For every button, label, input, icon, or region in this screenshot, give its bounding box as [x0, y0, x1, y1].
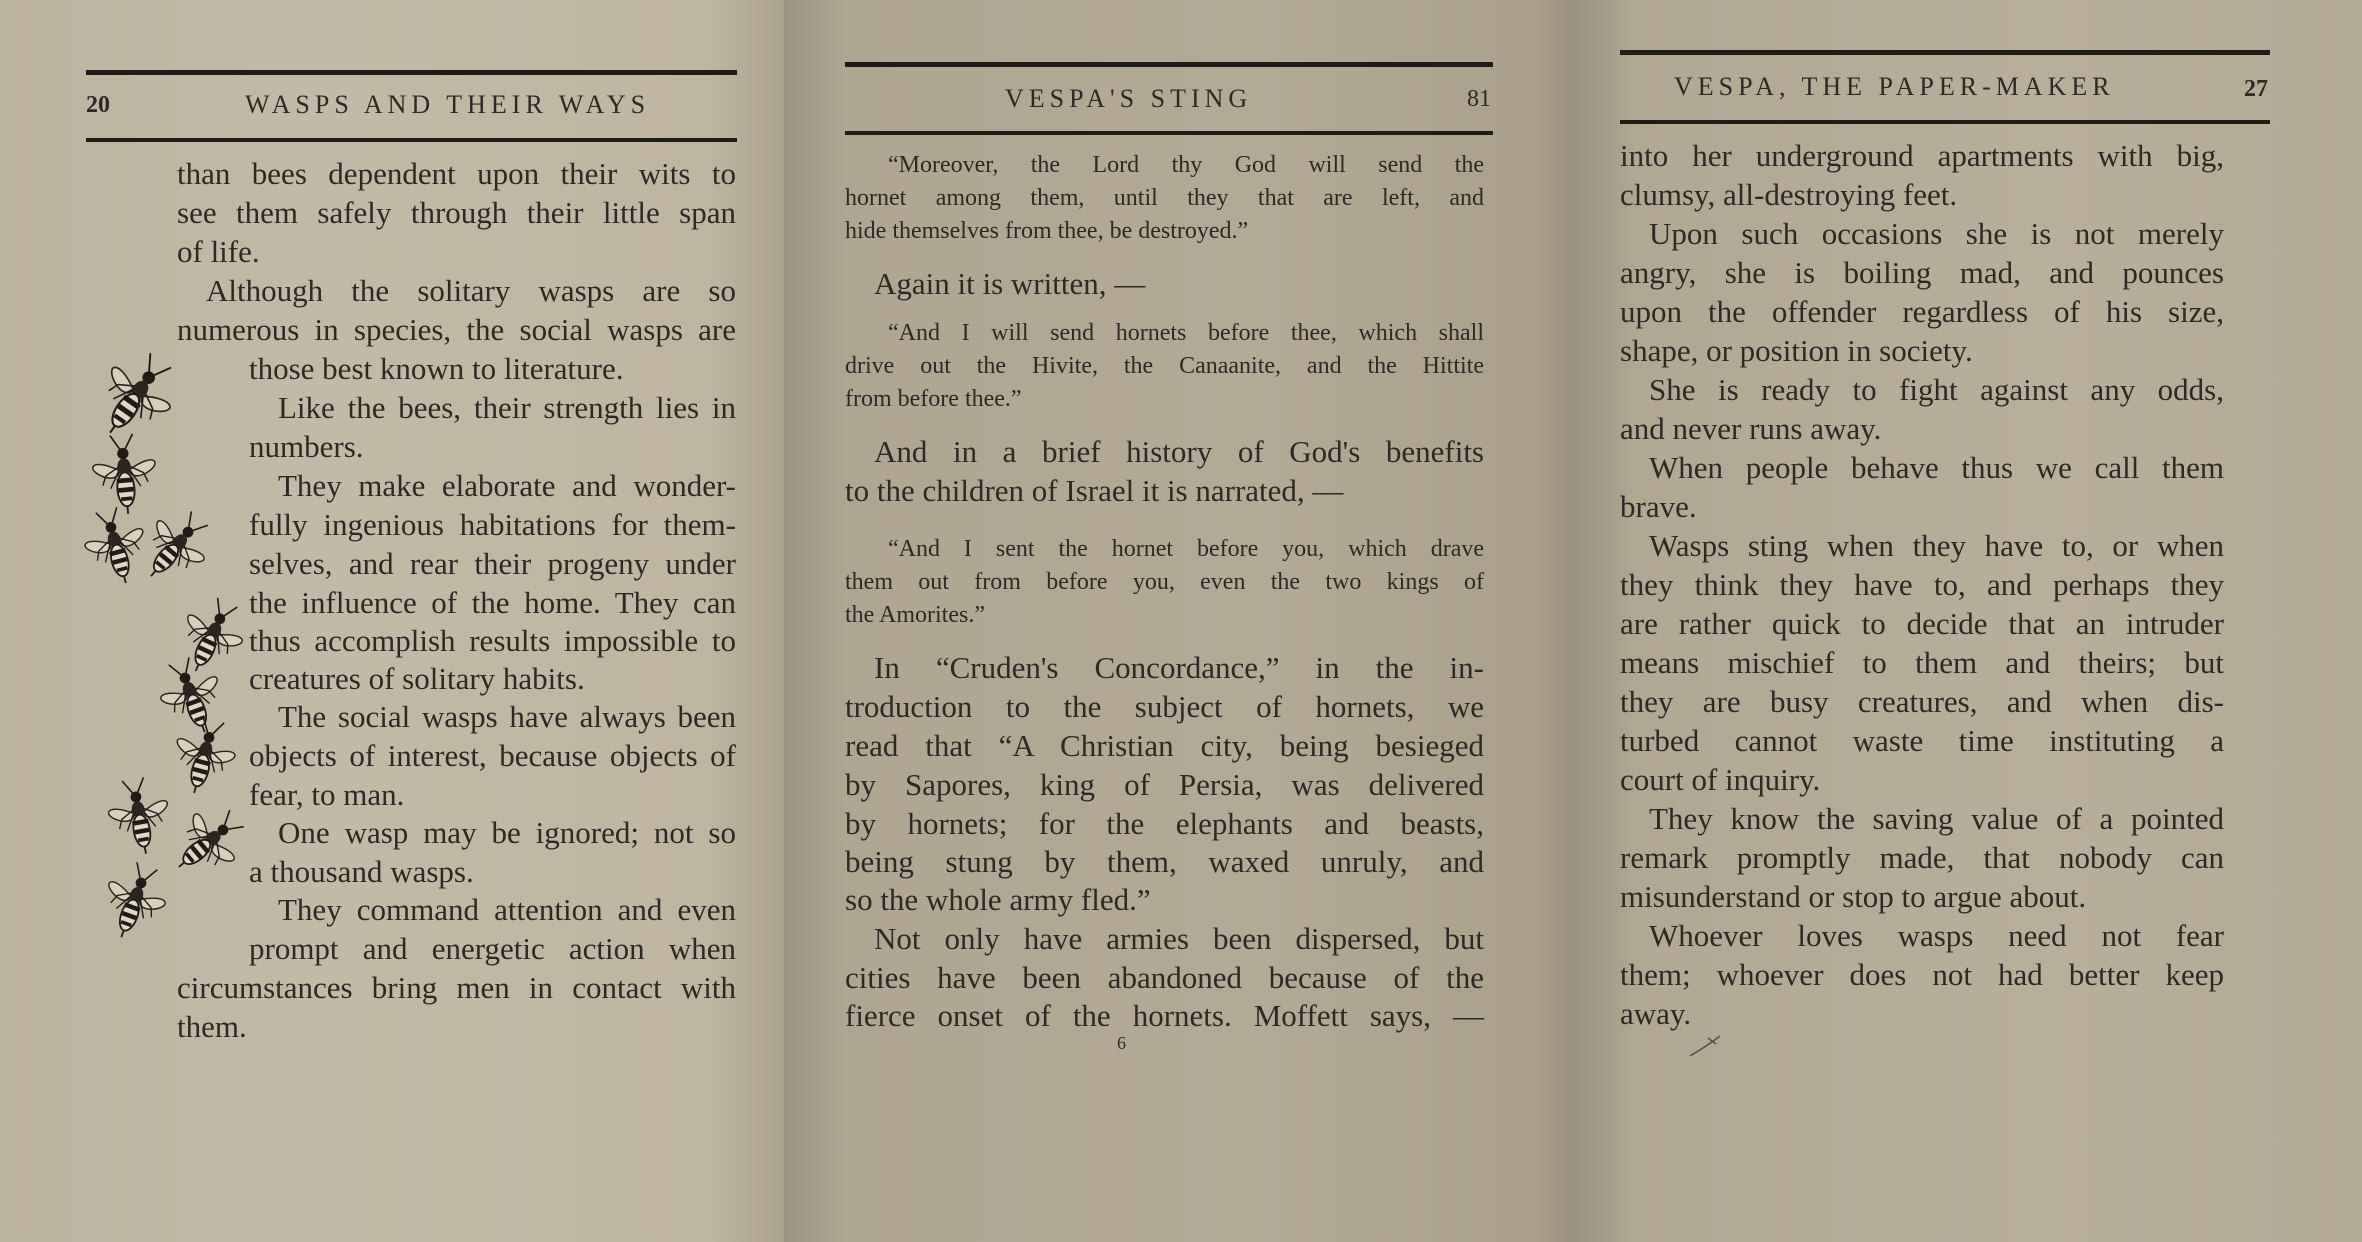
quote-line: the Amorites.”	[845, 602, 985, 628]
text-line: numbers.	[249, 429, 364, 464]
wasp-icon	[88, 855, 178, 955]
running-header: WASPS AND THEIR WAYS	[245, 90, 651, 119]
header-rule-top	[845, 62, 1493, 67]
text-line: fully ingenious habitations for them-	[249, 507, 736, 542]
text-line: them.	[177, 1009, 247, 1044]
quote-line: hornet among them, until they that are left, and	[845, 185, 1484, 211]
text-line: When people behave thus we call them	[1649, 450, 2224, 485]
book-page-20	[0, 0, 784, 1242]
text-line: selves, and rear their progeny under	[249, 546, 736, 581]
text-line: the influence of the home. They can	[249, 585, 736, 620]
text-line: into her underground apartments with big,	[1620, 138, 2224, 173]
pencil-mark-icon	[1686, 1030, 1726, 1060]
text-line: troduction to the subject of hornets, we	[845, 689, 1484, 724]
text-line: They command attention and even	[278, 892, 736, 927]
text-line: they think they have to, and perhaps they	[1620, 567, 2224, 602]
text-line: Upon such occasions she is not merely	[1649, 216, 2224, 251]
text-line: them; whoever does not had better keep	[1620, 957, 2224, 992]
text-line: angry, she is boiling mad, and pounces	[1620, 255, 2224, 290]
text-line: She is ready to fight against any odds,	[1649, 372, 2224, 407]
text-line: clumsy, all-destroying feet.	[1620, 177, 1958, 212]
text-line: prompt and energetic action when	[249, 931, 736, 966]
text-line: And in a brief history of God's benefits	[874, 434, 1484, 469]
header-rule-bottom	[1620, 120, 2270, 124]
header-rule-top	[86, 70, 737, 75]
text-line: means mischief to them and theirs; but	[1620, 645, 2224, 680]
text-line: Like the bees, their strength lies in	[278, 390, 736, 425]
text-line: of life.	[177, 234, 260, 269]
header-rule-bottom	[845, 131, 1493, 135]
text-line: a thousand wasps.	[249, 854, 474, 889]
text-line: creatures of solitary habits.	[249, 661, 585, 696]
text-line: to the children of Israel it is narrated, —	[845, 473, 1344, 508]
text-line: fierce onset of the hornets. Moffett says, —	[845, 998, 1484, 1033]
header-rule-bottom	[86, 138, 737, 142]
quote-line: them out from before you, even the two kings of	[845, 569, 1484, 595]
page-number: 20	[86, 92, 110, 118]
quote-line: hide themselves from thee, be destroyed.”	[845, 218, 1249, 244]
quote-line: drive out the Hivite, the Canaanite, and the Hittite	[845, 353, 1484, 379]
text-line: shape, or position in society.	[1620, 333, 1973, 368]
text-line: objects of interest, because objects of	[249, 738, 736, 773]
book-page-81	[784, 0, 1574, 1242]
text-line: read that “A Christian city, being besieged	[845, 728, 1484, 763]
text-line: Again it is written, —	[874, 266, 1146, 301]
text-line: misunderstand or stop to argue about.	[1620, 879, 2087, 914]
text-line: and never runs away.	[1620, 411, 1882, 446]
text-line: circumstances bring men in contact with	[177, 970, 736, 1005]
text-line: numerous in species, the social wasps are	[177, 312, 736, 347]
text-line: Whoever loves wasps need not fear	[1649, 918, 2224, 953]
text-line: The social wasps have always been	[278, 699, 736, 734]
text-line: than bees dependent upon their wits to	[177, 156, 736, 191]
text-line: In “Cruden's Concordance,” in the in-	[874, 650, 1484, 685]
text-line: One wasp may be ignored; not so	[278, 815, 736, 850]
text-line: Not only have armies been dispersed, but	[874, 921, 1484, 956]
text-line: by Sapores, king of Persia, was delivered	[845, 767, 1484, 802]
signature-mark: 6	[1117, 1033, 1126, 1053]
text-line: upon the offender regardless of his size,	[1620, 294, 2224, 329]
running-header: VESPA'S STING	[1005, 84, 1253, 113]
text-line: turbed cannot waste time instituting a	[1620, 723, 2224, 758]
text-line: brave.	[1620, 489, 1697, 524]
quote-line: “Moreover, the Lord thy God will send the	[888, 152, 1484, 178]
text-line: away.	[1620, 996, 1692, 1031]
book-page-27	[1574, 0, 2362, 1242]
page-number: 81	[1467, 86, 1491, 112]
quote-line: from before thee.”	[845, 386, 1022, 412]
text-line: by hornets; for the elephants and beasts,	[845, 806, 1484, 841]
wasp-icon	[128, 500, 218, 600]
text-line: those best known to literature.	[249, 351, 624, 386]
header-rule-top	[1620, 50, 2270, 55]
page-number: 27	[2244, 76, 2268, 102]
text-line: are rather quick to decide that an intruder	[1620, 606, 2224, 641]
text-line: court of inquiry.	[1620, 762, 1821, 797]
text-line: cities have been abandoned because of the	[845, 960, 1484, 995]
quote-line: “And I will send hornets before thee, which shall	[888, 320, 1484, 346]
text-line: being stung by them, waxed unruly, and	[845, 844, 1484, 879]
text-line: Although the solitary wasps are so	[206, 273, 736, 308]
running-header: VESPA, THE PAPER-MAKER	[1674, 72, 2115, 101]
text-line: so the whole army fled.”	[845, 882, 1151, 917]
text-line: remark promptly made, that nobody can	[1620, 840, 2224, 875]
quote-line: “And I sent the hornet before you, which drave	[888, 536, 1484, 562]
text-line: Wasps sting when they have to, or when	[1649, 528, 2224, 563]
text-line: fear, to man.	[249, 777, 405, 812]
text-line: They make elaborate and wonder-	[278, 468, 736, 503]
text-line: thus accomplish results impossible to	[249, 623, 736, 658]
text-line: see them safely through their little span	[177, 195, 736, 230]
text-line: they are busy creatures, and when dis-	[1620, 684, 2224, 719]
text-line: They know the saving value of a pointed	[1649, 801, 2224, 836]
